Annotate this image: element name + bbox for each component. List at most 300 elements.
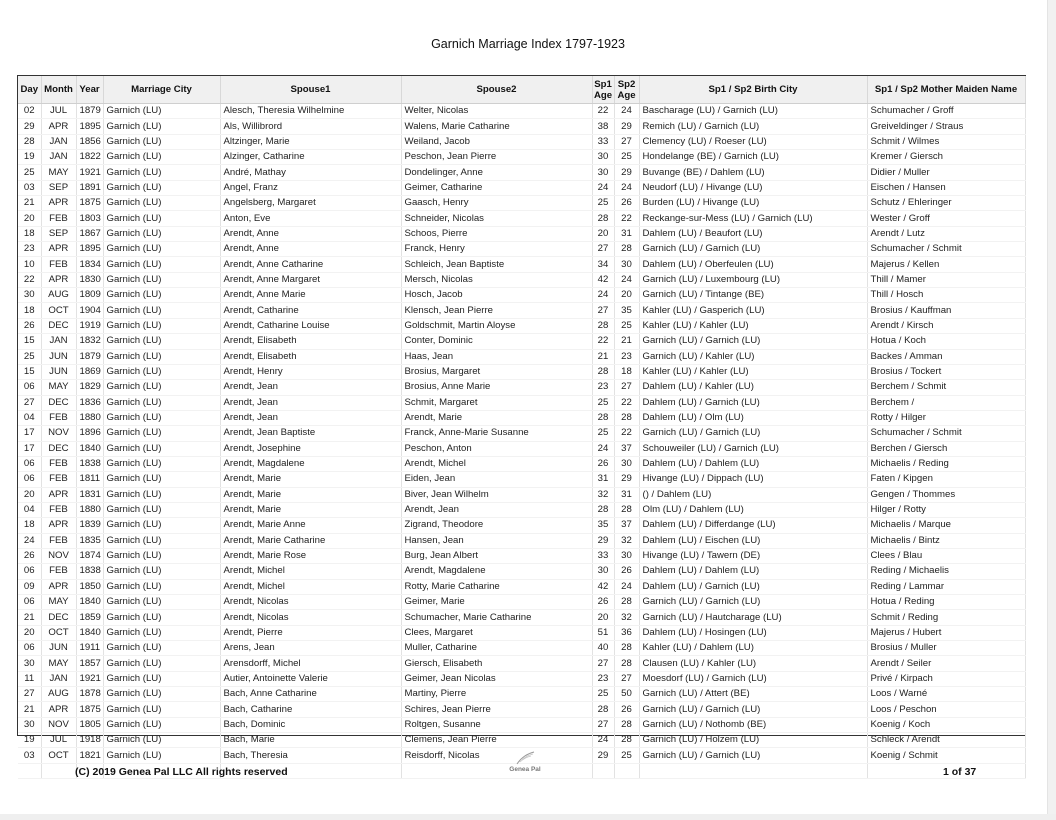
cell-marriage-city: Garnich (LU)	[103, 733, 220, 748]
cell-spouse2: Klensch, Jean Pierre	[401, 303, 592, 318]
cell-day: 30	[18, 656, 41, 671]
cell-spouse1: Bach, Catharine	[220, 702, 401, 717]
cell-birth-city: Dahlem (LU) / Garnich (LU)	[639, 579, 867, 594]
cell-spouse1: Arendt, Marie Catharine	[220, 533, 401, 548]
cell-day: 20	[18, 487, 41, 502]
cell-spouse1: Altzinger, Marie	[220, 134, 401, 149]
table-row	[18, 548, 1025, 563]
cell-day: 25	[18, 165, 41, 180]
cell-month: SEP	[41, 226, 76, 241]
cell-mother-maiden-name: Michaelis / Bintz	[867, 533, 1025, 548]
cell-spouse1: Arendt, Anne Marie	[220, 288, 401, 303]
cell-sp1-age: 28	[592, 702, 614, 717]
cell-day: 18	[18, 303, 41, 318]
cell-year: 1891	[76, 180, 103, 195]
cell-birth-city: Olm (LU) / Dahlem (LU)	[639, 502, 867, 517]
cell-sp1-age: 26	[592, 595, 614, 610]
cell-day: 06	[18, 380, 41, 395]
cell-spouse2: Schneider, Nicolas	[401, 211, 592, 226]
cell-sp1-age: 27	[592, 303, 614, 318]
cell-mother-maiden-name: Faten / Kipgen	[867, 472, 1025, 487]
cell-spouse2: Arendt, Jean	[401, 502, 592, 517]
cell-sp1-age: 24	[592, 288, 614, 303]
cell-sp1-age: 23	[592, 380, 614, 395]
cell-month: NOV	[41, 717, 76, 732]
cell-spouse1: Arendt, Jean	[220, 380, 401, 395]
cell-year: 1880	[76, 502, 103, 517]
cell-mother-maiden-name: Reding / Lammar	[867, 579, 1025, 594]
cell-spouse1: Bach, Dominic	[220, 717, 401, 732]
cell-year: 1869	[76, 364, 103, 379]
cell-year: 1805	[76, 717, 103, 732]
cell-birth-city: Garnich (LU) / Attert (BE)	[639, 687, 867, 702]
cell-year: 1809	[76, 288, 103, 303]
cell-spouse2: Rotty, Marie Catharine	[401, 579, 592, 594]
table-row	[18, 656, 1025, 671]
cell-sp2-age: 25	[614, 150, 639, 165]
cell-sp1-age: 28	[592, 318, 614, 333]
cell-spouse1: Arendt, Magdalene	[220, 456, 401, 471]
cell-month: JUN	[41, 349, 76, 364]
cell-sp2-age: 32	[614, 533, 639, 548]
cell-sp1-age: 34	[592, 257, 614, 272]
cell-marriage-city: Garnich (LU)	[103, 288, 220, 303]
cell-sp2-age: 22	[614, 426, 639, 441]
cell-spouse1: Alesch, Theresia Wilhelmine	[220, 104, 401, 119]
cell-birth-city: Kahler (LU) / Kahler (LU)	[639, 364, 867, 379]
cell-year: 1918	[76, 733, 103, 748]
cell-month: AUG	[41, 687, 76, 702]
table-row	[18, 334, 1025, 349]
cell-birth-city: Garnich (LU) / Garnich (LU)	[639, 426, 867, 441]
table-header-row	[18, 76, 1025, 104]
cell-month: APR	[41, 487, 76, 502]
page-bottom-edge	[0, 814, 1056, 820]
cell-sp2-age: 31	[614, 487, 639, 502]
cell-year: 1875	[76, 702, 103, 717]
cell-year: 1840	[76, 441, 103, 456]
cell-spouse2: Martiny, Pierre	[401, 687, 592, 702]
cell-mother-maiden-name: Berchem /	[867, 395, 1025, 410]
cell-sp2-age: 26	[614, 702, 639, 717]
cell-sp2-age: 28	[614, 410, 639, 425]
cell-marriage-city: Garnich (LU)	[103, 456, 220, 471]
table-row	[18, 318, 1025, 333]
cell-month: APR	[41, 119, 76, 134]
cell-month: DEC	[41, 610, 76, 625]
cell-sp1-age: 24	[592, 180, 614, 195]
cell-spouse2: Giersch, Elisabeth	[401, 656, 592, 671]
cell-spouse2: Clees, Margaret	[401, 625, 592, 640]
table-row	[18, 242, 1025, 257]
cell-spouse2: Burg, Jean Albert	[401, 548, 592, 563]
cell-spouse1: Arendt, Marie Rose	[220, 548, 401, 563]
cell-marriage-city: Garnich (LU)	[103, 579, 220, 594]
cell-day: 03	[18, 180, 41, 195]
cell-sp2-age: 22	[614, 395, 639, 410]
cell-birth-city: Garnich (LU) / Garnich (LU)	[639, 595, 867, 610]
cell-spouse2: Franck, Henry	[401, 242, 592, 257]
cell-marriage-city: Garnich (LU)	[103, 595, 220, 610]
footer-copyright: (C) 2019 Genea Pal LLC All rights reserved	[75, 766, 288, 778]
cell-day: 21	[18, 610, 41, 625]
cell-sp2-age: 25	[614, 318, 639, 333]
table-row	[18, 641, 1025, 656]
cell-sp2-age: 35	[614, 303, 639, 318]
cell-spouse1: Arendt, Pierre	[220, 625, 401, 640]
cell-mother-maiden-name: Gengen / Thommes	[867, 487, 1025, 502]
cell-birth-city: Buvange (BE) / Dahlem (LU)	[639, 165, 867, 180]
cell-day: 19	[18, 150, 41, 165]
cell-month: NOV	[41, 548, 76, 563]
cell-month: FEB	[41, 564, 76, 579]
cell-sp2-age: 18	[614, 364, 639, 379]
cell-birth-city: Garnich (LU) / Hautcharage (LU)	[639, 610, 867, 625]
cell-sp2-age: 27	[614, 671, 639, 686]
cell-sp1-age: 31	[592, 472, 614, 487]
cell-marriage-city: Garnich (LU)	[103, 272, 220, 287]
cell-birth-city: Remich (LU) / Garnich (LU)	[639, 119, 867, 134]
cell-sp1-age: 27	[592, 656, 614, 671]
cell-spouse1: Arendt, Josephine	[220, 441, 401, 456]
cell-sp1-age: 32	[592, 487, 614, 502]
cell-sp2-age: 37	[614, 518, 639, 533]
cell-spouse1: Arensdorff, Michel	[220, 656, 401, 671]
cell-day: 22	[18, 272, 41, 287]
cell-spouse2: Goldschmit, Martin Aloyse	[401, 318, 592, 333]
cell-marriage-city: Garnich (LU)	[103, 257, 220, 272]
cell-spouse1: Bach, Theresia	[220, 748, 401, 763]
cell-marriage-city: Garnich (LU)	[103, 196, 220, 211]
cell-spouse2: Arendt, Magdalene	[401, 564, 592, 579]
cell-spouse1: Arendt, Nicolas	[220, 595, 401, 610]
cell-mother-maiden-name: Loos / Warné	[867, 687, 1025, 702]
cell-day: 21	[18, 196, 41, 211]
cell-spouse1: Arendt, Michel	[220, 579, 401, 594]
cell-spouse1: Arendt, Anne Margaret	[220, 272, 401, 287]
cell-sp2-age: 31	[614, 226, 639, 241]
header-spouse1: Spouse1	[220, 76, 401, 104]
cell-birth-city: Dahlem (LU) / Beaufort (LU)	[639, 226, 867, 241]
cell-sp2-age: 37	[614, 441, 639, 456]
cell-spouse1: Arendt, Jean	[220, 395, 401, 410]
cell-sp1-age: 25	[592, 687, 614, 702]
header-sp1-age-line2: Age	[593, 89, 613, 101]
cell-marriage-city: Garnich (LU)	[103, 349, 220, 364]
cell-mother-maiden-name: Reding / Michaelis	[867, 564, 1025, 579]
table-row	[18, 579, 1025, 594]
cell-birth-city: Garnich (LU) / Garnich (LU)	[639, 702, 867, 717]
cell-mother-maiden-name: Koenig / Koch	[867, 717, 1025, 732]
cell-month: APR	[41, 242, 76, 257]
cell-year: 1895	[76, 119, 103, 134]
cell-sp2-age: 20	[614, 288, 639, 303]
feather-icon	[514, 751, 536, 765]
cell-spouse1: Arendt, Jean	[220, 410, 401, 425]
cell-spouse2: Brosius, Anne Marie	[401, 380, 592, 395]
cell-sp2-age: 26	[614, 564, 639, 579]
cell-birth-city: Dahlem (LU) / Kahler (LU)	[639, 380, 867, 395]
cell-sp1-age: 20	[592, 226, 614, 241]
cell-marriage-city: Garnich (LU)	[103, 702, 220, 717]
cell-day: 03	[18, 748, 41, 763]
cell-day: 27	[18, 687, 41, 702]
cell-mother-maiden-name: Majerus / Hubert	[867, 625, 1025, 640]
cell-marriage-city: Garnich (LU)	[103, 610, 220, 625]
cell-sp2-age: 32	[614, 610, 639, 625]
cell-sp2-age: 24	[614, 180, 639, 195]
cell-spouse2: Gaasch, Henry	[401, 196, 592, 211]
cell-year: 1832	[76, 334, 103, 349]
cell-mother-maiden-name: Brosius / Tockert	[867, 364, 1025, 379]
cell-sp2-age: 29	[614, 119, 639, 134]
cell-month: OCT	[41, 748, 76, 763]
cell-sp2-age: 30	[614, 257, 639, 272]
cell-spouse1: Arendt, Marie Anne	[220, 518, 401, 533]
cell-year: 1839	[76, 518, 103, 533]
header-sp1-age-line1: Sp1	[594, 78, 612, 90]
cell-spouse2: Roltgen, Susanne	[401, 717, 592, 732]
cell-year: 1850	[76, 579, 103, 594]
cell-year: 1822	[76, 150, 103, 165]
cell-sp2-age: 28	[614, 656, 639, 671]
cell-spouse1: André, Mathay	[220, 165, 401, 180]
cell-marriage-city: Garnich (LU)	[103, 303, 220, 318]
cell-birth-city: Hivange (LU) / Dippach (LU)	[639, 472, 867, 487]
cell-month: NOV	[41, 426, 76, 441]
cell-spouse1: Arendt, Elisabeth	[220, 334, 401, 349]
cell-birth-city: Dahlem (LU) / Differdange (LU)	[639, 518, 867, 533]
cell-birth-city: Kahler (LU) / Kahler (LU)	[639, 318, 867, 333]
cell-sp1-age: 25	[592, 426, 614, 441]
cell-marriage-city: Garnich (LU)	[103, 318, 220, 333]
cell-year: 1829	[76, 380, 103, 395]
cell-sp1-age: 42	[592, 272, 614, 287]
table-row	[18, 687, 1025, 702]
cell-year: 1921	[76, 165, 103, 180]
cell-marriage-city: Garnich (LU)	[103, 364, 220, 379]
cell-sp2-age: 24	[614, 579, 639, 594]
cell-spouse2: Franck, Anne-Marie Susanne	[401, 426, 592, 441]
cell-day: 15	[18, 364, 41, 379]
table-row	[18, 733, 1025, 748]
cell-mother-maiden-name: Backes / Amman	[867, 349, 1025, 364]
cell-year: 1838	[76, 456, 103, 471]
cell-day: 23	[18, 242, 41, 257]
cell-birth-city: Garnich (LU) / Garnich (LU)	[639, 334, 867, 349]
cell-birth-city: () / Dahlem (LU)	[639, 487, 867, 502]
cell-year: 1867	[76, 226, 103, 241]
cell-month: APR	[41, 579, 76, 594]
cell-sp2-age: 36	[614, 625, 639, 640]
cell-year: 1895	[76, 242, 103, 257]
cell-day: 06	[18, 456, 41, 471]
cell-mother-maiden-name: Didier / Muller	[867, 165, 1025, 180]
cell-sp1-age: 42	[592, 579, 614, 594]
cell-birth-city: Garnich (LU) / Garnich (LU)	[639, 242, 867, 257]
cell-year: 1835	[76, 533, 103, 548]
cell-mother-maiden-name: Majerus / Kellen	[867, 257, 1025, 272]
table-row	[18, 518, 1025, 533]
cell-year: 1821	[76, 748, 103, 763]
cell-spouse2: Peschon, Jean Pierre	[401, 150, 592, 165]
cell-spouse1: Arendt, Michel	[220, 564, 401, 579]
cell-mother-maiden-name: Eischen / Hansen	[867, 180, 1025, 195]
cell-spouse2: Geimer, Marie	[401, 595, 592, 610]
cell-sp1-age: 29	[592, 748, 614, 763]
cell-birth-city: Garnich (LU) / Holzem (LU)	[639, 733, 867, 748]
cell-sp1-age: 27	[592, 717, 614, 732]
cell-mother-maiden-name: Hotua / Reding	[867, 595, 1025, 610]
table-row	[18, 226, 1025, 241]
cell-day: 18	[18, 226, 41, 241]
cell-month: DEC	[41, 441, 76, 456]
cell-spouse2: Mersch, Nicolas	[401, 272, 592, 287]
cell-mother-maiden-name: Michaelis / Marque	[867, 518, 1025, 533]
cell-day: 18	[18, 518, 41, 533]
cell-sp2-age: 27	[614, 380, 639, 395]
table-row	[18, 272, 1025, 287]
table-row	[18, 211, 1025, 226]
cell-month: FEB	[41, 211, 76, 226]
cell-month: APR	[41, 518, 76, 533]
header-day: Day	[18, 76, 41, 104]
cell-spouse1: Angelsberg, Margaret	[220, 196, 401, 211]
cell-month: JUN	[41, 364, 76, 379]
cell-sp1-age: 40	[592, 641, 614, 656]
cell-mother-maiden-name: Brosius / Muller	[867, 641, 1025, 656]
cell-mother-maiden-name: Privé / Kirpach	[867, 671, 1025, 686]
cell-spouse2: Haas, Jean	[401, 349, 592, 364]
cell-birth-city: Moesdorf (LU) / Garnich (LU)	[639, 671, 867, 686]
cell-day: 06	[18, 472, 41, 487]
cell-birth-city: Dahlem (LU) / Hosingen (LU)	[639, 625, 867, 640]
cell-year: 1919	[76, 318, 103, 333]
cell-sp1-age: 28	[592, 502, 614, 517]
cell-sp2-age: 21	[614, 334, 639, 349]
cell-mother-maiden-name: Arendt / Lutz	[867, 226, 1025, 241]
cell-spouse1: Arendt, Anne	[220, 226, 401, 241]
cell-day: 30	[18, 288, 41, 303]
cell-spouse2: Biver, Jean Wilhelm	[401, 487, 592, 502]
cell-month: MAY	[41, 656, 76, 671]
cell-marriage-city: Garnich (LU)	[103, 641, 220, 656]
cell-spouse2: Hosch, Jacob	[401, 288, 592, 303]
marriage-table	[18, 76, 1026, 779]
cell-sp2-age: 28	[614, 641, 639, 656]
cell-spouse2: Reisdorff, Nicolas	[401, 748, 592, 763]
cell-sp2-age: 29	[614, 165, 639, 180]
table-row	[18, 702, 1025, 717]
table-row	[18, 595, 1025, 610]
cell-year: 1803	[76, 211, 103, 226]
cell-day: 15	[18, 334, 41, 349]
cell-birth-city: Dahlem (LU) / Dahlem (LU)	[639, 456, 867, 471]
cell-day: 29	[18, 119, 41, 134]
cell-year: 1880	[76, 410, 103, 425]
cell-birth-city: Dahlem (LU) / Olm (LU)	[639, 410, 867, 425]
header-sp2-age-line2: Age	[617, 89, 636, 101]
cell-sp1-age: 30	[592, 165, 614, 180]
table-row	[18, 150, 1025, 165]
cell-day: 30	[18, 717, 41, 732]
cell-day: 11	[18, 671, 41, 686]
cell-spouse2: Dondelinger, Anne	[401, 165, 592, 180]
cell-sp2-age: 28	[614, 733, 639, 748]
cell-spouse1: Arendt, Elisabeth	[220, 349, 401, 364]
cell-day: 17	[18, 441, 41, 456]
cell-year: 1840	[76, 595, 103, 610]
cell-marriage-city: Garnich (LU)	[103, 717, 220, 732]
header-marriage-city: Marriage City	[103, 76, 220, 104]
cell-sp1-age: 26	[592, 456, 614, 471]
cell-marriage-city: Garnich (LU)	[103, 410, 220, 425]
cell-sp1-age: 21	[592, 349, 614, 364]
cell-mother-maiden-name: Thill / Mamer	[867, 272, 1025, 287]
cell-month: FEB	[41, 533, 76, 548]
table-row	[18, 196, 1025, 211]
cell-mother-maiden-name: Brosius / Kauffman	[867, 303, 1025, 318]
cell-marriage-city: Garnich (LU)	[103, 472, 220, 487]
cell-marriage-city: Garnich (LU)	[103, 748, 220, 763]
cell-birth-city: Garnich (LU) / Tintange (BE)	[639, 288, 867, 303]
cell-spouse2: Weiland, Jacob	[401, 134, 592, 149]
cell-month: MAY	[41, 595, 76, 610]
cell-mother-maiden-name: Wester / Groff	[867, 211, 1025, 226]
table-row	[18, 564, 1025, 579]
cell-mother-maiden-name: Michaelis / Reding	[867, 456, 1025, 471]
cell-birth-city: Hondelange (BE) / Garnich (LU)	[639, 150, 867, 165]
cell-sp2-age: 24	[614, 104, 639, 119]
table-row	[18, 502, 1025, 517]
cell-spouse2: Clemens, Jean Pierre	[401, 733, 592, 748]
cell-birth-city: Bascharage (LU) / Garnich (LU)	[639, 104, 867, 119]
cell-sp2-age: 28	[614, 595, 639, 610]
cell-sp2-age: 30	[614, 456, 639, 471]
cell-marriage-city: Garnich (LU)	[103, 671, 220, 686]
header-spouse2: Spouse2	[401, 76, 592, 104]
table-row	[18, 441, 1025, 456]
cell-month: MAY	[41, 380, 76, 395]
cell-spouse2: Zigrand, Theodore	[401, 518, 592, 533]
table-row	[18, 104, 1025, 119]
cell-sp1-age: 22	[592, 334, 614, 349]
cell-day: 04	[18, 410, 41, 425]
cell-spouse2: Brosius, Margaret	[401, 364, 592, 379]
cell-sp1-age: 25	[592, 395, 614, 410]
cell-birth-city: Garnich (LU) / Garnich (LU)	[639, 748, 867, 763]
cell-year: 1879	[76, 104, 103, 119]
header-sp2-age-line1: Sp2	[617, 78, 636, 90]
cell-marriage-city: Garnich (LU)	[103, 441, 220, 456]
cell-month: JAN	[41, 334, 76, 349]
cell-sp1-age: 35	[592, 518, 614, 533]
cell-year: 1896	[76, 426, 103, 441]
cell-spouse1: Arendt, Marie	[220, 487, 401, 502]
cell-birth-city: Garnich (LU) / Nothomb (BE)	[639, 717, 867, 732]
table-row	[18, 134, 1025, 149]
cell-marriage-city: Garnich (LU)	[103, 487, 220, 502]
page-title: Garnich Marriage Index 1797-1923	[431, 37, 625, 51]
cell-sp2-age: 25	[614, 748, 639, 763]
cell-year: 1911	[76, 641, 103, 656]
cell-sp1-age: 33	[592, 548, 614, 563]
cell-marriage-city: Garnich (LU)	[103, 625, 220, 640]
cell-year: 1840	[76, 625, 103, 640]
cell-birth-city: Dahlem (LU) / Dahlem (LU)	[639, 564, 867, 579]
cell-sp2-age: 26	[614, 196, 639, 211]
cell-mother-maiden-name: Berchem / Schmit	[867, 380, 1025, 395]
